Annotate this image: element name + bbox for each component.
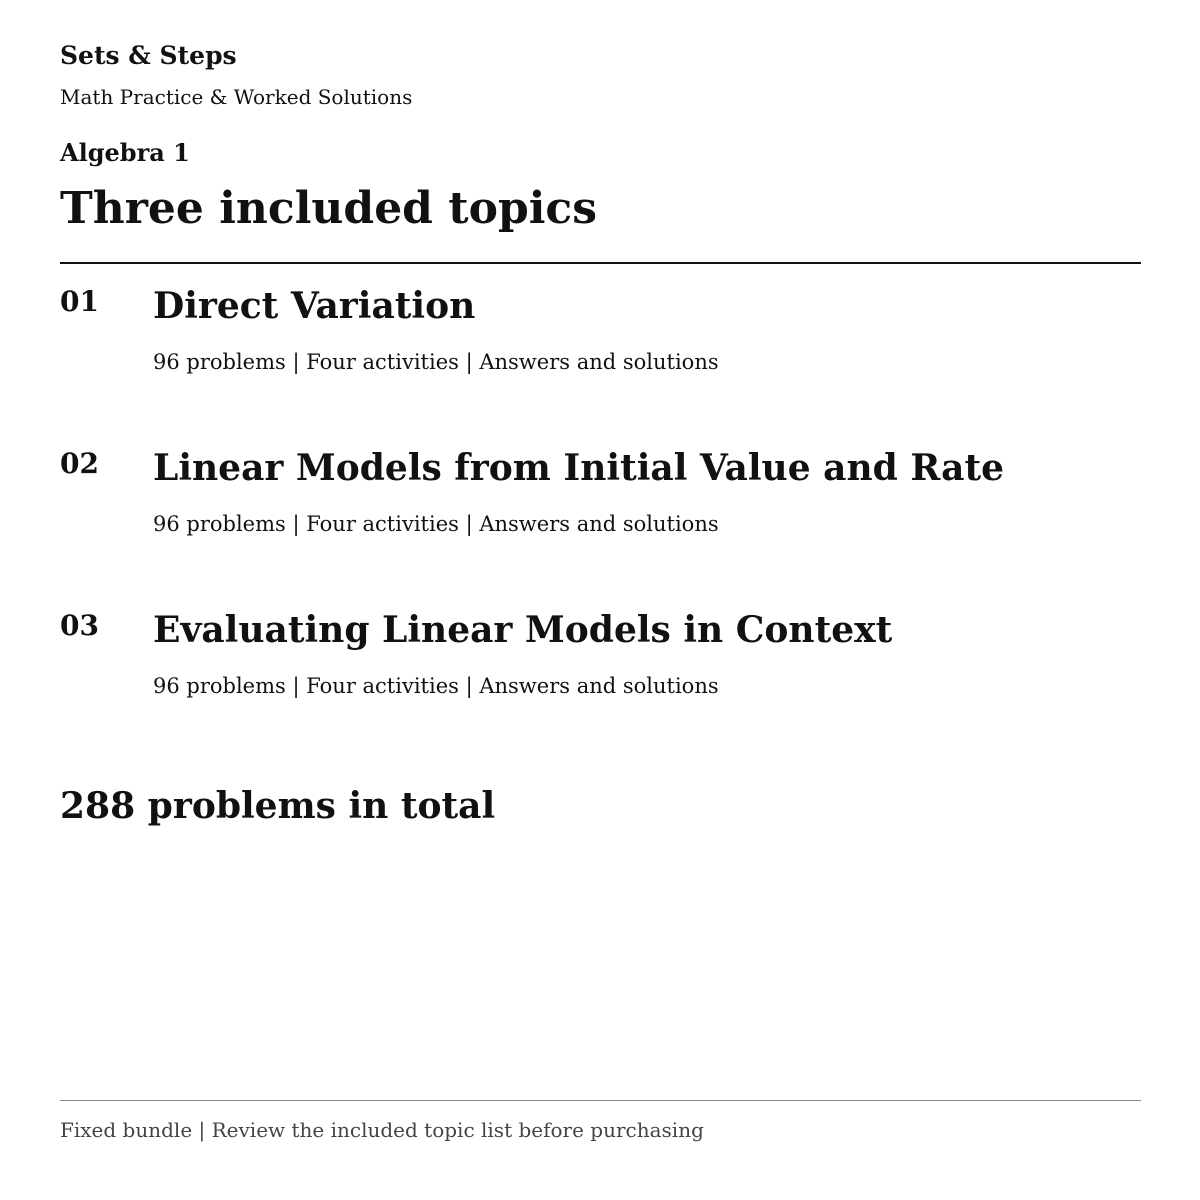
footer-divider [60, 1100, 1141, 1101]
topic-number: 01 [60, 285, 99, 318]
topic-title: Evaluating Linear Models in Context [153, 609, 893, 651]
section-divider [60, 262, 1141, 264]
course-name: Algebra 1 [60, 138, 190, 167]
topic-item-evaluating-linear-models [60, 608, 1141, 728]
topic-title: Linear Models from Initial Value and Rate [153, 447, 1004, 489]
brand-tagline: Math Practice & Worked Solutions [60, 85, 413, 109]
topic-meta: 96 problems | Four activities | Answers and solutions [153, 512, 719, 536]
total-problems: 288 problems in total [60, 785, 496, 827]
page [60, 0, 1141, 1200]
page-title: Three included topics [60, 183, 597, 234]
topic-item-direct-variation [60, 284, 1141, 404]
topic-item-linear-models-initial-value-rate [60, 446, 1141, 566]
topic-meta: 96 problems | Four activities | Answers and solutions [153, 350, 719, 374]
topic-meta: 96 problems | Four activities | Answers and solutions [153, 674, 719, 698]
brand-name: Sets & Steps [60, 41, 237, 70]
topic-title: Direct Variation [153, 285, 476, 327]
footer-note: Fixed bundle | Review the included topic list before purchasing [60, 1118, 704, 1142]
topic-number: 02 [60, 447, 99, 480]
topic-number: 03 [60, 609, 99, 642]
